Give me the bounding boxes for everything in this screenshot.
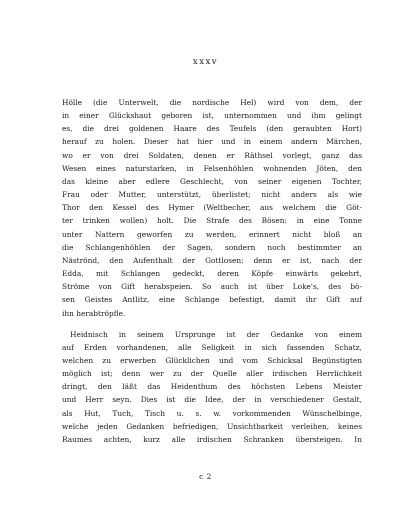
text-line: die Schlangenhöhlen der Sagen, sondern noch bestimmter an (62, 242, 362, 252)
text-line: ter trinken wollen) holt. Die Strafe des Bösen: in eine Tonne (62, 216, 362, 226)
text-line: als Hut, Tuch, Tisch u. s. w. vorkommenden Wünschelbinge, (62, 408, 362, 418)
signature-mark: c 2 (199, 472, 212, 481)
paragraph (62, 96, 362, 320)
paragraph-spacer (62, 320, 362, 328)
text-line: Näströnd, den Aufenthalt der Gottlosen; denn er ist, nach der (62, 255, 362, 265)
body-text (62, 96, 362, 446)
text-line: und Herr seyn. Dies ist die Idee, der in verschiedener Gestalt, (62, 395, 362, 405)
text-line: Thor den Kessel des Hymer (Weltbecher, aus welchem die Göt- (62, 203, 362, 213)
text-line: dringt, den läßt das Heidenthum des höchsten Lebens Meister (62, 382, 362, 392)
text-line: wo er von drei Soldaten, denen er Räthsel vorlegt, ganz das (62, 150, 362, 160)
text-line: unter Nattern geworfen zu werden, erinnert nicht bloß an (62, 229, 362, 239)
text-line: Edda, mit Schlangen gedeckt, deren Köpfe einwärts gekehrt, (62, 269, 362, 279)
paragraph (62, 328, 362, 446)
text-line: herauf zu holen. Dieser hat hier und in einem andern Märchen, (62, 137, 362, 147)
text-line: ihn herabtröpfle. (62, 308, 126, 318)
text-line: Heidnisch in seinem Ursprunge ist der Gedanke von einem (70, 329, 362, 339)
text-line: in einer Glückshaut geboren ist, unternommen und ihm gelingt (62, 111, 362, 121)
text-line: Ströme von Gift herabspeien. So auch ist über Loke's, des bö- (62, 282, 362, 292)
text-line: Hölle (die Unterwelt, die nordische Hel) wird von dem, der (62, 98, 362, 107)
text-line: welchen zu erwerben Glücklichen und vom Schicksal Begünstigten (62, 355, 362, 365)
text-line: das kleine aber edlere Geschlecht, von seiner eigenen Tochter, (62, 176, 362, 186)
text-line: möglich ist; denn wer zu der Quelle aller irdischen Herrlichkeit (62, 369, 362, 379)
text-line: sen Geistes Antlitz, eine Schlange befestigt, damit ihr Gift auf (62, 295, 362, 305)
text-line: welche jeden Gedanken befriedigen, Unsichtbarkeit verleihen, keines (62, 421, 362, 431)
text-line: es, die drei goldenen Haare des Teufels (den geraubten Hort) (62, 124, 362, 134)
text-line: auf Erden vorhandenen, alle Seligkeit in sich fassenden Schatz, (62, 342, 362, 352)
page-number-header: xxxv (192, 57, 219, 67)
text-line: Frau oder Mutter, unterstützt, überlistet; nicht anders als wie (62, 190, 362, 200)
text-line: Raumes achten, kurz alle irdischen Schranken übersteigen. In (62, 434, 362, 444)
text-line: Wesen eines naturstarken, in Felsenhöhlen wohnenden Jöten, den (62, 163, 362, 173)
